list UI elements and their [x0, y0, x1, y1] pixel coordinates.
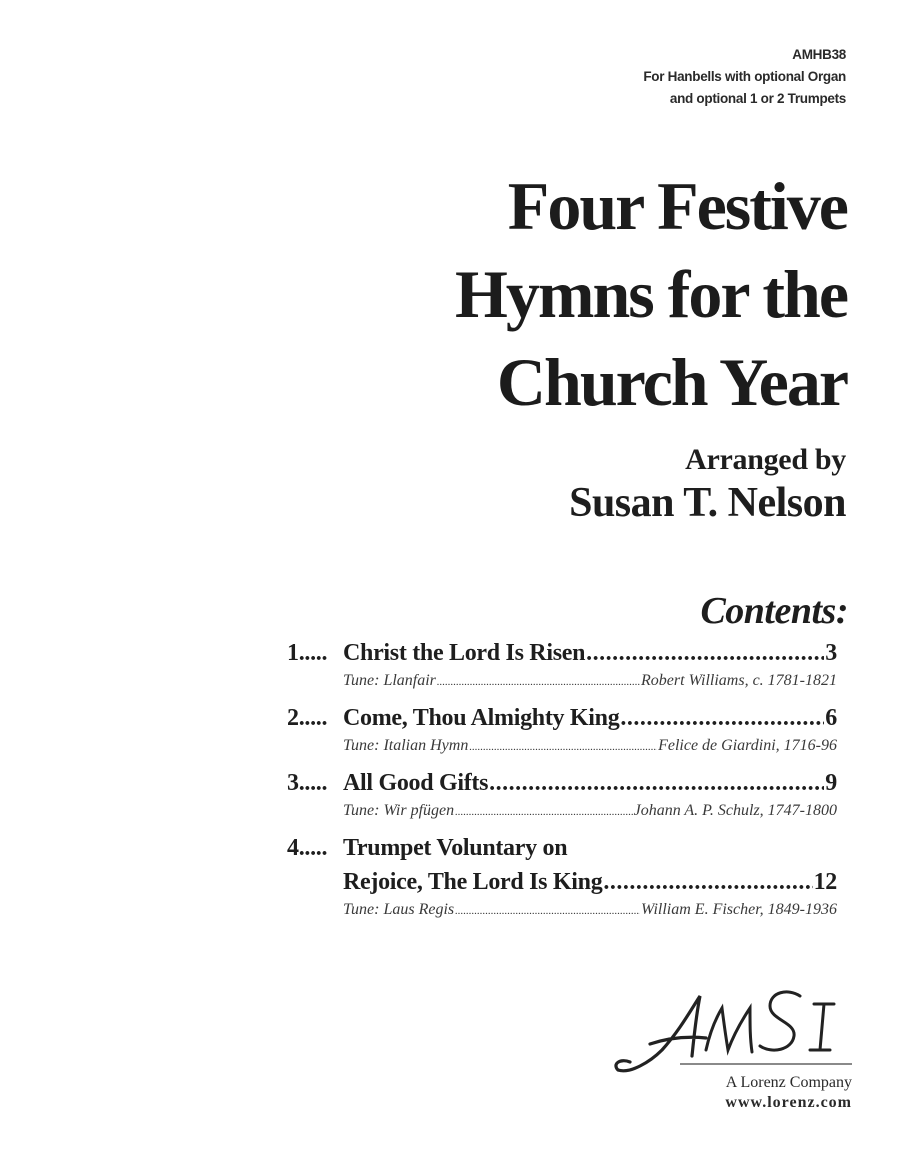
title-line-1: Four Festive [507, 168, 847, 244]
toc-item-2 [287, 701, 837, 758]
tune-line [343, 800, 837, 823]
arranger-name: Susan T. Nelson [569, 480, 846, 526]
dot-leader [489, 766, 824, 800]
toc-title: All Good Gifts [343, 770, 489, 796]
toc-number: 3..... [287, 770, 328, 796]
dot-leader [603, 865, 812, 899]
arranged-by-label: Arranged by [685, 443, 846, 476]
dot-leader [586, 636, 824, 670]
toc-title-continued: Rejoice, The Lord Is King [343, 869, 603, 895]
amsi-logo-mark [610, 978, 855, 1078]
instrumentation-line-1: For Hanbells with optional Organ [643, 69, 846, 84]
dot-leader [455, 899, 640, 922]
toc-number: 4..... [287, 835, 328, 861]
toc-title: Christ the Lord Is Risen [343, 640, 586, 666]
toc-entry-line [287, 636, 837, 670]
toc-number: 1..... [287, 640, 328, 666]
dot-leader [455, 800, 632, 823]
title-line-3: Church Year [496, 344, 847, 420]
page-title [455, 162, 847, 426]
publisher-logo [610, 978, 855, 1118]
logo-swash-m [706, 1008, 752, 1052]
toc-page-number: 6 [825, 705, 837, 731]
toc-entry-line [287, 865, 837, 899]
contents-heading: Contents: [700, 590, 848, 632]
toc-page-number: 12 [813, 869, 837, 895]
logo-swash-i [810, 1004, 834, 1050]
toc-entry-line [287, 831, 837, 865]
publisher-company: A Lorenz Company [725, 1074, 852, 1091]
tune-name: Tune: Wir pfügen [343, 802, 455, 819]
tune-name: Tune: Llanfair [343, 672, 436, 689]
instrumentation-line-2: and optional 1 or 2 Trumpets [669, 91, 846, 106]
toc-title: Trumpet Voluntary on [343, 835, 568, 861]
toc-entry-line [287, 766, 837, 800]
toc-item-4 [287, 831, 837, 922]
toc-item-1 [287, 636, 837, 693]
tune-line [343, 670, 837, 693]
toc-entry-line [287, 701, 837, 735]
toc-page-number: 3 [825, 640, 837, 666]
tune-composer: Johann A. P. Schulz, 1747-1800 [633, 802, 837, 819]
tune-composer: Felice de Giardini, 1716-96 [658, 737, 837, 754]
dot-leader [620, 701, 824, 735]
tune-composer: Robert Williams, c. 1781-1821 [641, 672, 837, 689]
tune-line [343, 735, 837, 758]
tune-composer: William E. Fischer, 1849-1936 [641, 901, 837, 918]
tune-line [343, 899, 837, 922]
publisher-url: www.lorenz.com [725, 1094, 852, 1111]
dot-leader [469, 735, 657, 758]
toc-title: Come, Thou Almighty King [343, 705, 620, 731]
dot-leader [437, 670, 640, 693]
tune-name: Tune: Laus Regis [343, 901, 455, 918]
logo-swash-a [616, 996, 706, 1071]
tune-name: Tune: Italian Hymn [343, 737, 469, 754]
table-of-contents [287, 636, 837, 930]
toc-page-number: 9 [825, 770, 837, 796]
catalog-number: AMHB38 [792, 47, 846, 62]
header-meta [643, 44, 846, 110]
toc-number: 2..... [287, 705, 328, 731]
title-line-2: Hymns for the [454, 256, 847, 332]
logo-swash-s [760, 992, 800, 1050]
toc-item-3 [287, 766, 837, 823]
